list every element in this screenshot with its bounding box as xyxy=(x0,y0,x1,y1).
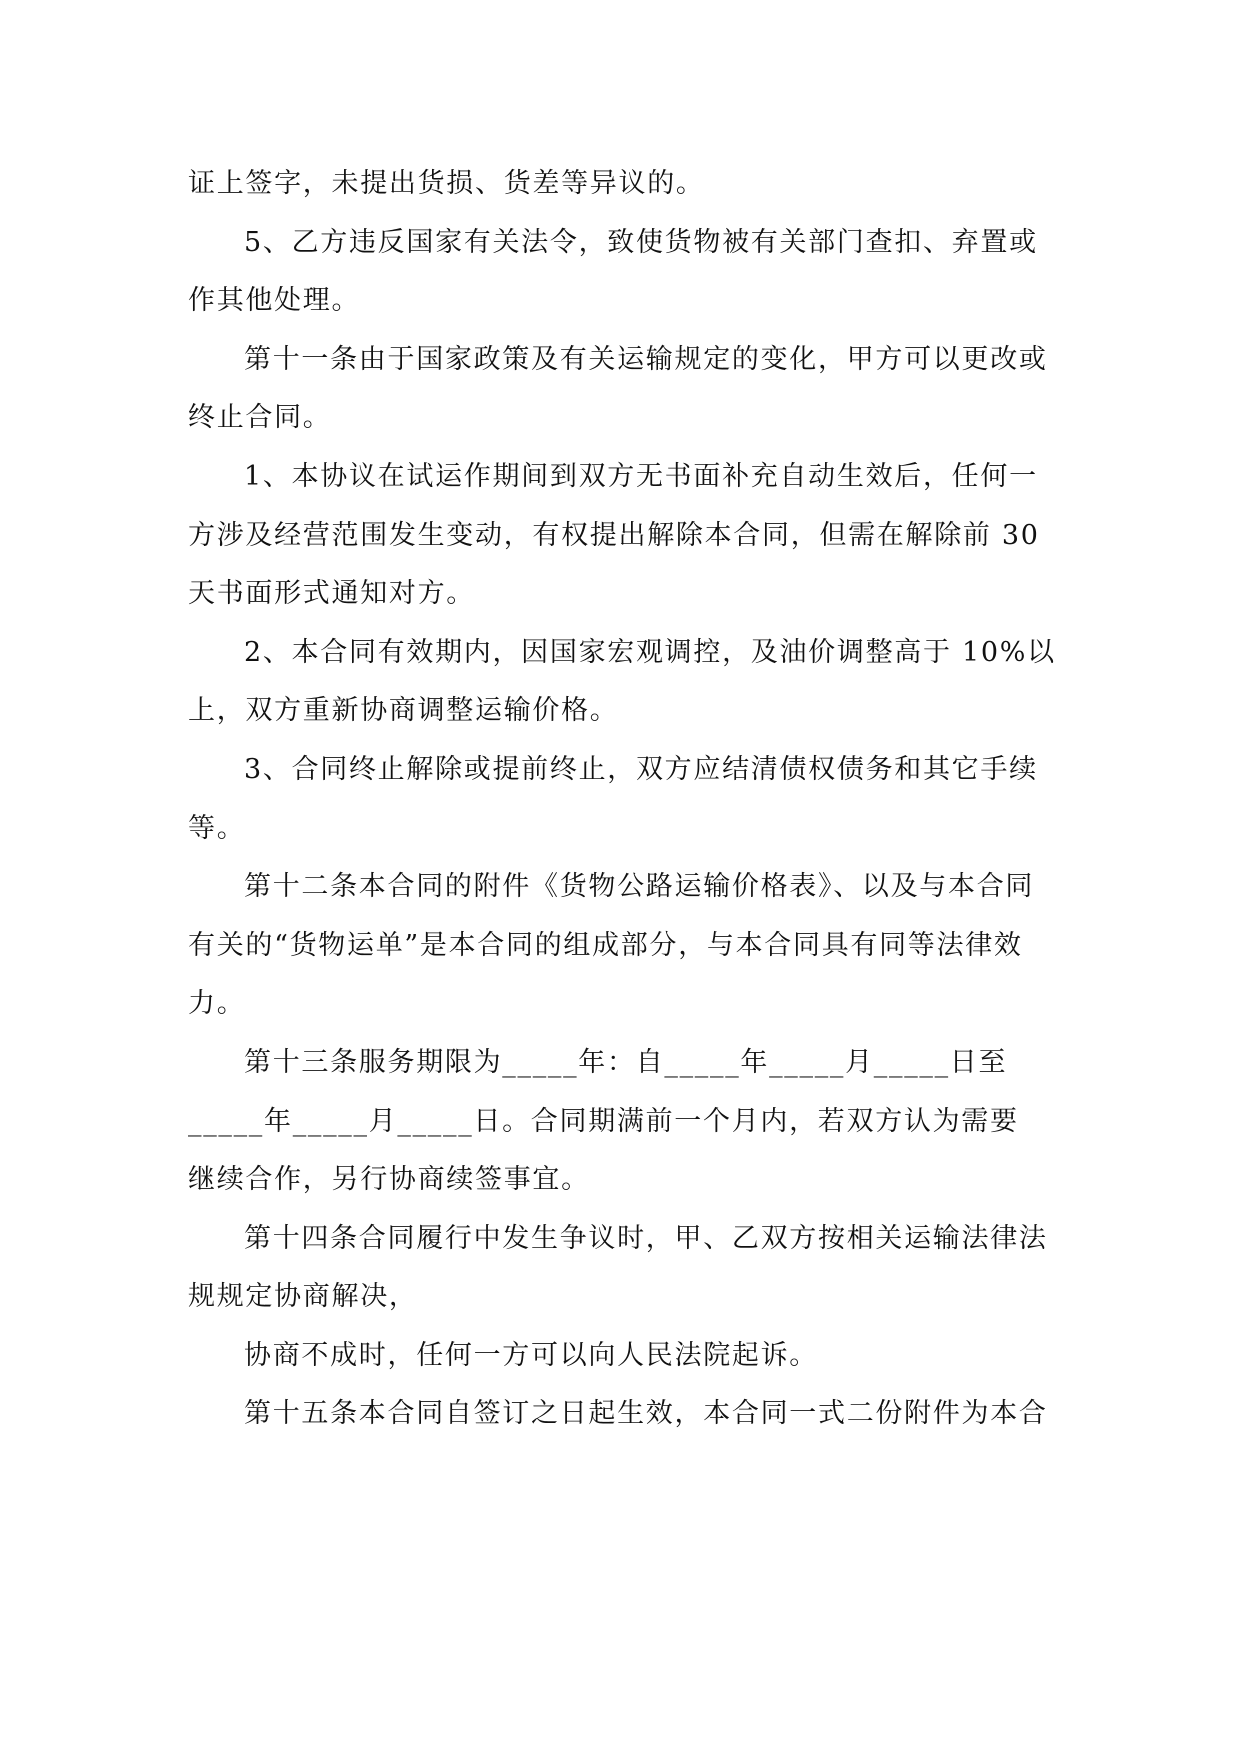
text-line: 1、本协议在试运作期间到双方无书面补充自动生效后，任何一 xyxy=(244,460,1038,492)
text-line: 2、本合同有效期内，因国家宏观调控，及油价调整高于 10%以 xyxy=(244,636,1056,668)
text-line: 方涉及经营范围发生变动，有权提出解除本合同，但需在解除前 30 xyxy=(188,519,1040,551)
text-line: 3、合同终止解除或提前终止，双方应结清债权债务和其它手续 xyxy=(244,753,1038,785)
text-line: 证上签字，未提出货损、货差等异议的。 xyxy=(188,168,705,199)
text-line: 第十二条本合同的附件《货物公路运输价格表》、以及与本合同 xyxy=(244,871,1035,903)
text-line: 第十四条合同履行中发生争议时，甲、乙双方按相关运输法律法 xyxy=(244,1222,1048,1254)
text-line: 第十五条本合同自签订之日起生效，本合同一式二份附件为本合 xyxy=(244,1398,1048,1430)
text-line: 协商不成时，任何一方可以向人民法院起诉。 xyxy=(244,1339,818,1371)
text-line: _____年_____月_____日。合同期满前一个月内，若双方认为需要 xyxy=(188,1105,1019,1137)
text-line: 力。 xyxy=(188,988,246,1020)
text-line: 天书面形式通知对方。 xyxy=(188,578,475,610)
text-line: 第十三条服务期限为_____年：自_____年_____月_____日至 xyxy=(244,1046,1008,1078)
text-line: 终止合同。 xyxy=(188,402,332,434)
text-line: 5、乙方违反国家有关法令，致使货物被有关部门查扣、弃置或 xyxy=(244,226,1038,258)
text-line: 作其他处理。 xyxy=(188,285,361,317)
text-line: 规规定协商解决， xyxy=(188,1281,418,1313)
document-body xyxy=(188,155,1058,1444)
text-line: 上，双方重新协商调整运输价格。 xyxy=(188,695,619,727)
text-line: 第十一条由于国家政策及有关运输规定的变化，甲方可以更改或 xyxy=(244,343,1048,375)
text-line: 继续合作，另行协商续签事宜。 xyxy=(188,1164,590,1196)
text-line: 等。 xyxy=(188,812,246,844)
text-line: 有关的“货物运单”是本合同的组成部分，与本合同具有同等法律效 xyxy=(188,929,1023,961)
